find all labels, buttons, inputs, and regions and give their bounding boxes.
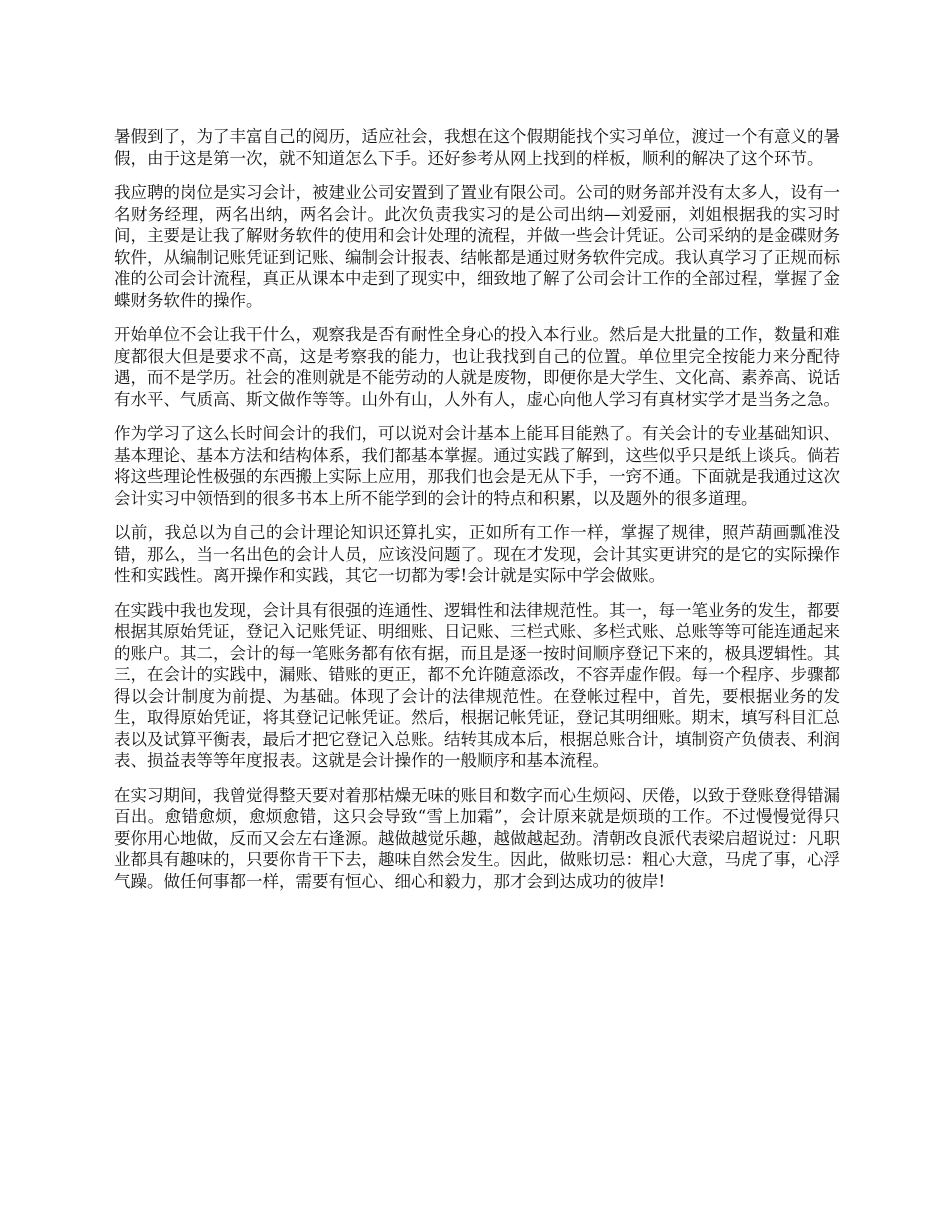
document-body xyxy=(114,126,840,905)
paragraph-6: 在实践中我也发现，会计具有很强的连通性、逻辑性和法律规范性。其一，每一笔业务的发生，都要根据其原始凭证，登记入记账凭证、明细账、日记账、三栏式账、多栏式账、总账等等可能连通起来的账户。其二，会计的每一笔账务都有依有据，而且是逐一按时间顺序登记下来的，极具逻辑性。其三，在会计的实践中，漏账、错账的更正，都不允许随意添改，不容弄虚作假。每一个程序、步骤都得以会计制度为前提、为基础。体现了会计的法律规范性。在登帐过程中，首先，要根据业务的发生，取得原始凭证，将其登记记帐凭证。然后，根据记帐凭证，登记其明细账。期末，填写科目汇总表以及试算平衡表，最后才把它登记入总账。结转其成本后，根据总账合计，填制资产负债表、利润表、损益表等等年度报表。这就是会计操作的一般顺序和基本流程。 xyxy=(114,600,840,770)
paragraph-5: 以前，我总以为自己的会计理论知识还算扎实，正如所有工作一样，掌握了规律，照芦葫画瓢准没错，那么，当一名出色的会计人员，应该没问题了。现在才发现，会计其实更讲究的是它的实际操作性和实践性。离开操作和实践，其它一切都为零!会计就是实际中学会做账。 xyxy=(114,523,840,585)
paragraph-4: 作为学习了这么长时间会计的我们，可以说对会计基本上能耳目能熟了。有关会计的专业基础知识、基本理论、基本方法和结构体系，我们都基本掌握。通过实践了解到，这些似乎只是纸上谈兵。倘若将这些理论性极强的东西搬上实际上应用，那我们也会是无从下手，一窍不通。下面就是我通过这次会计实习中领悟到的很多书本上所不能学到的会计的特点和积累，以及题外的很多道理。 xyxy=(114,424,840,508)
paragraph-1: 暑假到了，为了丰富自己的阅历，适应社会，我想在这个假期能找个实习单位，渡过一个有意义的暑假，由于这是第一次，就不知道怎么下手。还好参考从网上找到的样板，顺利的解决了这个环节。 xyxy=(114,127,840,168)
paragraph-2: 我应聘的岗位是实习会计，被建业公司安置到了置业有限公司。公司的财务部并没有太多人，设有一名财务经理，两名出纳，两名会计。此次负责我实习的是公司出纳—刘爱丽，刘姐根据我的实习时间，主要是让我了解财务软件的使用和会计处理的流程，并做一些会计凭证。公司采纳的是金碟财务软件，从编制记账凭证到记账、编制会计报表、结帐都是通过财务软件完成。我认真学习了正规而标准的公司会计流程，真正从课本中走到了现实中，细致地了解了公司会计工作的全部过程，掌握了金蝶财务软件的操作。 xyxy=(114,183,840,310)
paragraph-7: 在实习期间，我曾觉得整天要对着那枯燥无味的账目和数字而心生烦闷、厌倦，以致于登账登得错漏百出。愈错愈烦，愈烦愈错，这只会导致“雪上加霜”，会计原来就是烦琐的工作。不过慢慢觉得只要你用心地做，反而又会左右逢源。越做越觉乐趣，越做越起劲。清朝改良派代表梁启超说过：凡职业都具有趣味的，只要你肯干下去，趣味自然会发生。因此，做账切忌：粗心大意，马虎了事，心浮气躁。做任何事都一样，需要有恒心、细心和毅力，那才会到达成功的彼岸! xyxy=(114,785,840,891)
paragraph-3: 开始单位不会让我干什么，观察我是否有耐性全身心的投入本行业。然后是大批量的工作，数量和难度都很大但是要求不高，这是考察我的能力，也让我找到自己的位置。单位里完全按能力来分配待遇，而不是学历。社会的准则就是不能劳动的人就是废物，即便你是大学生、文化高、素养高、说话有水平、气质高、斯文做作等等。山外有山，人外有人，虚心向他人学习有真材实学才是当务之急。 xyxy=(114,325,840,409)
